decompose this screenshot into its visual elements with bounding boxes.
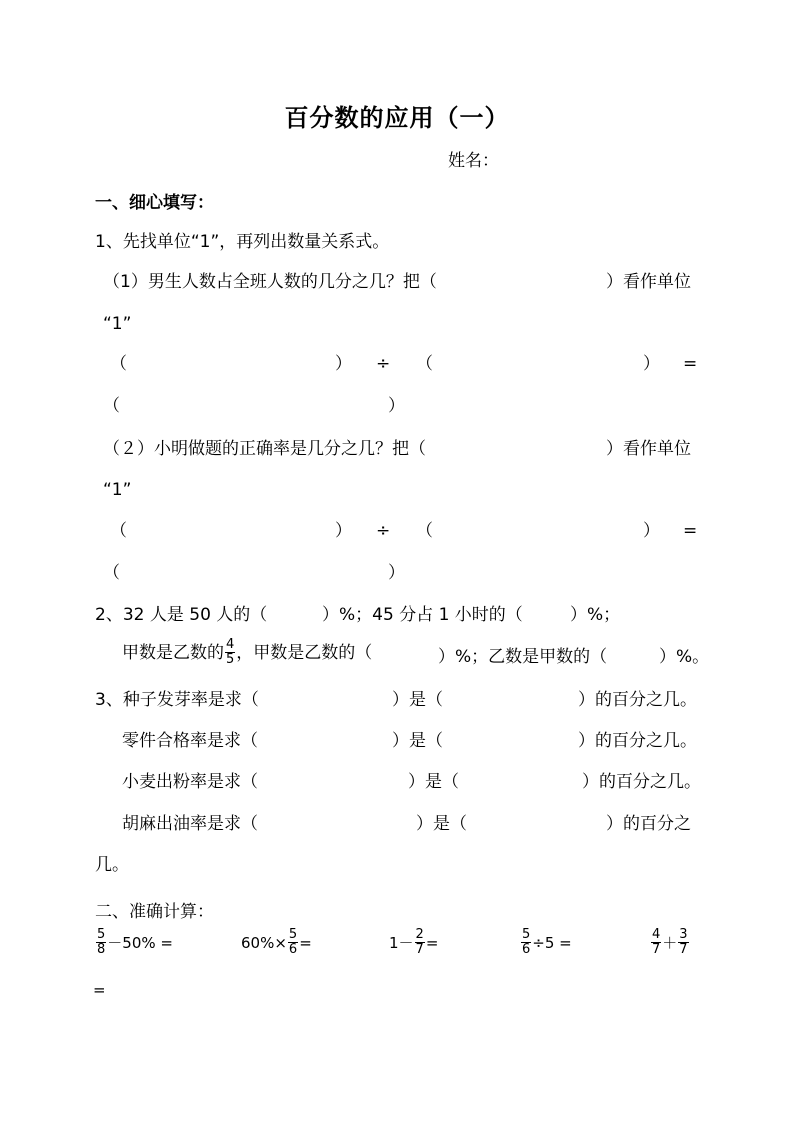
q1-1-paren-open-2: （ bbox=[416, 354, 433, 374]
q2-line2-c: ）%；乙数是甲数的（ bbox=[438, 647, 608, 667]
q3-row2-b: ）是（ bbox=[392, 731, 443, 751]
q3-row4-a: 胡麻出油率是求（ bbox=[122, 814, 258, 834]
section-1-heading: 一、细心填写： bbox=[95, 193, 214, 213]
calc-2-rest: = bbox=[299, 933, 312, 952]
q1-1-prefix: （1）男生人数占全班人数的几分之几？把（ bbox=[103, 272, 437, 292]
calc-item-2 bbox=[241, 928, 312, 957]
q2-line1-b: ）%；45 分占 1 小时的（ bbox=[322, 605, 523, 625]
question-1: 1、先找单位“1”，再列出数量关系式。 bbox=[95, 232, 390, 252]
q1-1-paren-open-1: （ bbox=[110, 354, 127, 374]
calc-2-numerator: 5 bbox=[288, 927, 298, 942]
calc-2-fraction bbox=[288, 928, 298, 957]
q3-row3-b: ）是（ bbox=[408, 772, 459, 792]
calc-item-4 bbox=[520, 928, 572, 957]
calc-4-fraction bbox=[521, 928, 531, 957]
calc-item-3 bbox=[389, 928, 438, 957]
calc-5-wrapped-equals: = bbox=[93, 981, 106, 999]
q1-2-prefix: （２）小明做题的正确率是几分之几？把（ bbox=[103, 439, 426, 459]
calc-5-denominator-2: 7 bbox=[679, 942, 688, 957]
fraction-four-fifths bbox=[225, 638, 235, 667]
q1-1-paren-open-3: （ bbox=[103, 396, 120, 416]
calc-item-1 bbox=[95, 928, 173, 957]
q1-1-paren-close-2: ） bbox=[643, 354, 660, 374]
fraction-numerator: 4 bbox=[226, 637, 235, 652]
calc-1-rest: －50% = bbox=[107, 934, 173, 952]
q1-1-unit: “1” bbox=[103, 314, 132, 334]
q1-2-divide-sign: ÷ bbox=[376, 521, 391, 541]
calc-3-fraction bbox=[415, 928, 425, 957]
q1-2-paren-open-3: （ bbox=[103, 563, 120, 583]
calc-5-denominator-1: 7 bbox=[652, 942, 661, 957]
calc-4-numerator: 5 bbox=[522, 927, 531, 942]
q2-line1-c: ）%； bbox=[570, 605, 621, 625]
calc-2-prefix: 60%× bbox=[241, 933, 287, 952]
q1-1-equals-sign: = bbox=[683, 354, 698, 374]
q3-row1-a: 3、种子发芽率是求（ bbox=[95, 690, 259, 710]
q3-row4-b: ）是（ bbox=[416, 814, 467, 834]
q1-1-suffix: ）看作单位 bbox=[606, 272, 691, 292]
page-title: 百分数的应用（一） bbox=[284, 104, 510, 132]
calc-item-5 bbox=[650, 928, 690, 957]
q1-2-paren-open-1: （ bbox=[110, 521, 127, 541]
q2-line2-b: ，甲数是乙数的（ bbox=[236, 642, 373, 663]
q3-row4-c: ）的百分之 bbox=[606, 814, 691, 834]
q1-2-unit: “1” bbox=[103, 480, 132, 500]
q3-row2-c: ）的百分之几。 bbox=[578, 731, 697, 751]
q1-2-suffix: ）看作单位 bbox=[606, 439, 691, 459]
calc-5-fraction-1 bbox=[651, 928, 661, 957]
name-label: 姓名： bbox=[448, 151, 499, 171]
q2-line2-d: ）%。 bbox=[659, 647, 710, 667]
q3-row2-a: 零件合格率是求（ bbox=[122, 731, 258, 751]
q3-row1-c: ）的百分之几。 bbox=[578, 690, 697, 710]
calc-3-rest: = bbox=[425, 933, 439, 952]
q2-line1-a: 2、32 人是 50 人的（ bbox=[95, 605, 268, 625]
q1-1-divide-sign: ÷ bbox=[376, 354, 391, 374]
q1-2-paren-close-2: ） bbox=[643, 521, 660, 541]
q1-1-paren-close-1: ） bbox=[335, 354, 352, 374]
calc-1-numerator: 5 bbox=[97, 927, 106, 942]
q2-line2-a: 甲数是乙数的 bbox=[122, 642, 224, 663]
calc-5-plus-sign: ＋ bbox=[662, 934, 678, 952]
calc-2-denominator: 6 bbox=[288, 942, 298, 957]
q1-2-paren-close-1: ） bbox=[335, 521, 352, 541]
q3-row4-wrap: 几。 bbox=[95, 855, 129, 875]
calc-1-denominator: 8 bbox=[97, 942, 106, 957]
fraction-denominator: 5 bbox=[226, 652, 235, 667]
calc-4-rest: ÷5 = bbox=[532, 933, 572, 952]
q1-2-paren-open-2: （ bbox=[416, 521, 433, 541]
calc-1-fraction bbox=[96, 928, 106, 957]
q1-2-equals-sign: = bbox=[683, 521, 698, 541]
calc-3-prefix: 1－ bbox=[389, 934, 414, 952]
calc-3-numerator: 2 bbox=[415, 927, 424, 942]
q3-row3-c: ）的百分之几。 bbox=[582, 772, 701, 792]
calc-3-denominator: 7 bbox=[415, 942, 424, 957]
q3-row3-a: 小麦出粉率是求（ bbox=[122, 772, 258, 792]
q1-1-paren-close-3: ） bbox=[388, 396, 405, 416]
q1-2-paren-close-3: ） bbox=[388, 563, 405, 583]
q2-line2 bbox=[122, 638, 372, 667]
q3-row1-b: ）是（ bbox=[392, 690, 443, 710]
calc-5-fraction-2 bbox=[678, 928, 688, 957]
calc-5-numerator-1: 4 bbox=[652, 927, 661, 942]
section-2-heading: 二、准确计算： bbox=[95, 902, 214, 922]
calc-5-numerator-2: 3 bbox=[679, 927, 688, 942]
calc-4-denominator: 6 bbox=[522, 942, 531, 957]
